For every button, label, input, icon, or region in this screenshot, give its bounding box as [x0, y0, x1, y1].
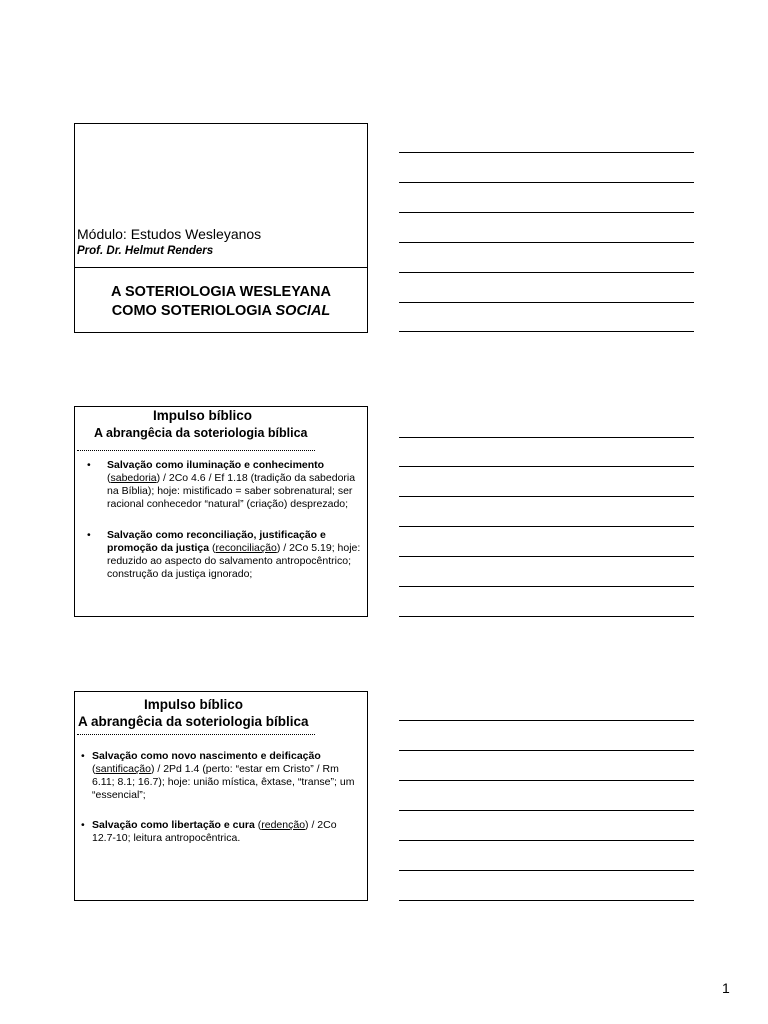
bullet-lead: Salvação como iluminação e conhecimento [107, 459, 325, 471]
professor-name: Prof. Dr. Helmut Renders [77, 245, 214, 257]
note-line [399, 466, 694, 467]
bullet-rest: ) / 2Co 4.6 / Ef 1.18 (tradição da sabedoria na Bíblia); hoje: mistificado = saber sobrenatural; ser racional conhecedor “natural” (criação) desprezado; [107, 472, 356, 510]
slide-2-dotted-rule [77, 450, 315, 451]
note-line [399, 437, 694, 438]
bullet-lead: Salvação como reconciliação, justificação e promoção da justiça [107, 529, 326, 554]
note-line [399, 616, 694, 617]
slide-3-dotted-rule [77, 734, 315, 735]
note-line [399, 780, 694, 781]
page-number: 1 [722, 980, 730, 996]
title-line-2-prefix: COMO SOTERIOLOGIA [111, 303, 276, 319]
bullet-item [75, 459, 361, 511]
note-line [399, 586, 694, 587]
note-line [399, 810, 694, 811]
note-line [399, 900, 694, 901]
slide-2 [74, 406, 368, 617]
note-line [399, 272, 694, 273]
slide-3-bullet-list [75, 750, 361, 862]
slide-3-subheading: A abrangêcia da soteriologia bíblica [78, 714, 309, 729]
bullet-item [75, 819, 361, 845]
note-line [399, 302, 694, 303]
slide-2-heading: Impulso bíblico [153, 408, 253, 423]
slide-2-subheading: A abrangêcia da soteriologia bíblica [94, 426, 308, 440]
bullet-item [75, 750, 361, 802]
bullet-term: santificação [95, 763, 151, 775]
bullet-pre: ( [209, 542, 216, 554]
bullet-term: redenção [261, 819, 306, 831]
bullet-lead: Salvação como novo nascimento e deificação [92, 750, 321, 762]
note-line [399, 720, 694, 721]
note-line [399, 331, 694, 332]
note-line [399, 242, 694, 243]
note-line [399, 212, 694, 213]
title-line-2 [75, 302, 367, 321]
slide-2-bullet-list [75, 459, 361, 599]
title-line-2-emphasis: SOCIAL [275, 303, 331, 319]
slide-3 [74, 691, 368, 901]
note-line [399, 750, 694, 751]
slide-1-divider [75, 267, 367, 268]
bullet-item [75, 529, 361, 581]
bullet-icon: • [81, 750, 85, 762]
note-line [399, 182, 694, 183]
bullet-term: sabedoria [110, 472, 157, 484]
note-line [399, 496, 694, 497]
note-line [399, 870, 694, 871]
title-line-1: A SOTERIOLOGIA WESLEYANA [111, 284, 331, 300]
bullet-icon: • [81, 819, 85, 831]
bullet-pre: ( [107, 472, 111, 484]
note-line [399, 526, 694, 527]
bullet-rest: ) / 2Pd 1.4 (perto: “estar em Cristo” / Rm 6.11; 8.1; 16.7); hoje: união mística, êxtase, “transe”; um “essencial”; [92, 763, 355, 801]
bullet-pre: ( [92, 763, 96, 775]
slide-1-title [75, 283, 367, 321]
slide-1 [74, 123, 368, 333]
bullet-icon: • [87, 459, 91, 471]
bullet-lead: Salvação como libertação e cura [92, 819, 255, 831]
bullet-term: reconciliação [215, 542, 277, 554]
bullet-rest: ) / 2Co 5.19; hoje: reduzido ao aspecto do salvamento antropocêntrico; construção da justiça ignorado; [107, 542, 361, 580]
bullet-rest: ) / 2Co 12.7-10; leitura antropocêntrica. [92, 819, 337, 844]
note-line [399, 840, 694, 841]
note-line [399, 556, 694, 557]
bullet-pre: ( [254, 819, 262, 831]
slide-3-heading: Impulso bíblico [144, 697, 244, 712]
bullet-icon: • [87, 529, 91, 541]
note-line [399, 152, 694, 153]
module-label: Módulo: Estudos Wesleyanos [77, 226, 262, 242]
